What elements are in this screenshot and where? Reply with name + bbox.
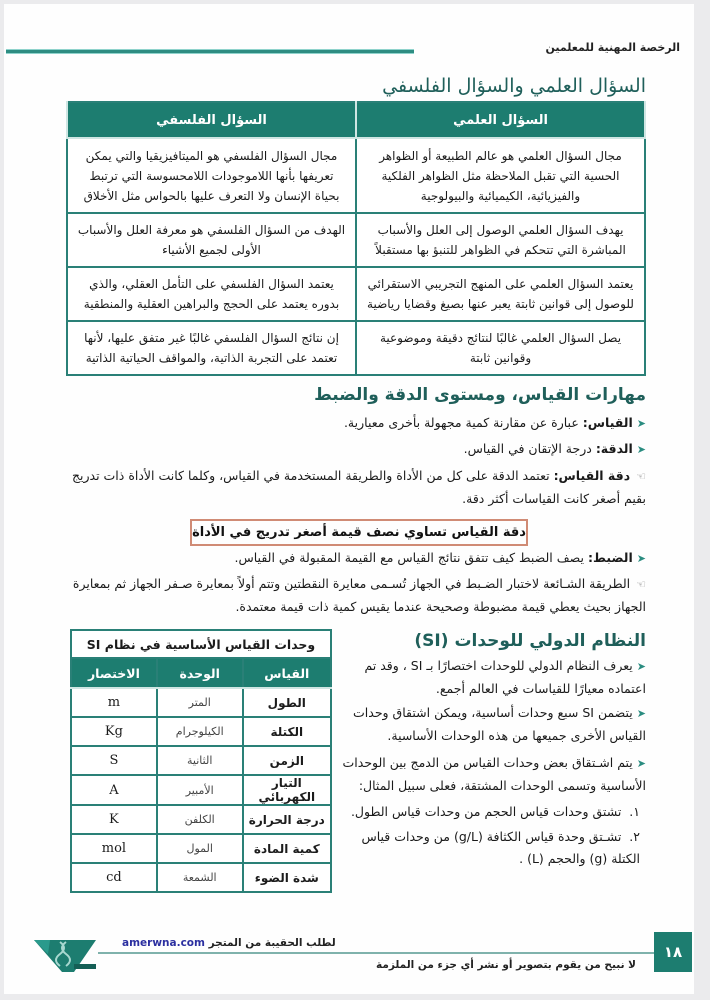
quantity: شدة الضوء — [243, 863, 331, 892]
definition: عبارة عن مقارنة كمية مجهولة بأخرى معيارية. — [343, 415, 583, 430]
bullet-arrow-icon: ➤ — [636, 707, 646, 720]
header-quantity: القياس — [243, 658, 331, 688]
header-title: الرخصة المهنية للمعلمين — [545, 41, 680, 54]
document-page — [4, 4, 696, 994]
cell-scientific: يعتمد السؤال العلمي على المنهج التجريبي الاستقرائي للوصول إلى قوانين ثابتة يعبر عنها بصيغ وقضايا رياضية — [356, 267, 645, 321]
cell-scientific: يصل السؤال العلمي غالبًا لنتائج دقيقة وموضوعية وقوانين ثابتة — [356, 321, 645, 375]
footer-rule — [98, 952, 658, 954]
definition: الطريقة الشـائعة لاختبار الضـبط في الجهاز تُسـمى معايرة النقطتين وتتم أولاً بمعايرة صـفر الجهاز ثم بمعايرة الجهاز بحيث يعطي قيمة مضبوطة وصحيحة عندما يقيس كمية ذات قيمة معتمدة. — [72, 576, 646, 614]
si-example-1 — [340, 801, 640, 823]
definition: تعتمد الدقة على كل من الأداة والطريقة المستخدمة في القياس، وكلما كانت الأداة ذات تدريج بقيم أصغر كانت القياسات أكثر دقة. — [71, 468, 646, 506]
header-philosophical-question: السؤال الفلسفي — [67, 102, 356, 138]
example-text: تشـتق وحدة قياس الكثافة (g/L) من وحدات قياس الكتلة (g) والحجم (L) . — [361, 829, 640, 866]
table-row — [71, 805, 331, 834]
table-row — [71, 863, 331, 892]
bullet-arrow-icon: ➤ — [636, 552, 646, 565]
unit: الشمعة — [157, 863, 243, 892]
bullet-arrow-icon: ➤ — [636, 417, 646, 430]
example-number: ٢. — [629, 829, 640, 844]
si-title-text: النظام الدولي للوحدات — [454, 631, 646, 651]
table-row — [67, 138, 645, 213]
si-item-derived-units — [340, 752, 646, 797]
term: الدقة: — [595, 441, 633, 456]
table-row — [71, 834, 331, 863]
symbol: A — [71, 775, 157, 805]
accuracy-formula-box: دقة القياس تساوي نصف قيمة أصغر تدريج في الأداة — [190, 519, 528, 546]
store-link[interactable]: amerwna.com — [122, 937, 205, 949]
list-item-measurement — [344, 412, 646, 435]
quantity: التيار الكهربائي — [243, 775, 331, 805]
header-scientific-question: السؤال العلمي — [356, 102, 645, 138]
cell-scientific: مجال السؤال العلمي هو عالم الطبيعة أو الظواهر الحسية التي تقبل الملاحظة مثل الظواهر الفلكية والفيزيائية، الكيميائية والبيولوجية — [356, 138, 645, 213]
comparison-table — [66, 101, 646, 376]
symbol: mol — [71, 834, 157, 863]
cell-philosophical: مجال السؤال الفلسفي هو الميتافيزيقيا والتي يمكن تعريفها بأنها اللاموجودات اللامحسوسة التي ترتبط بحياة الإنسان ولا التعرف عليها بالحواس مثل الأخلاق — [67, 138, 356, 213]
pointing-hand-icon: ☜ — [636, 578, 646, 591]
si-item-definition — [340, 655, 646, 700]
si-example-2 — [340, 826, 640, 870]
list-item-measurement-accuracy — [51, 465, 646, 510]
footer-copyright-warning: لا نبيح من يقوم بتصوير أو نشر أي جزء من الملزمة — [375, 959, 636, 971]
si-title-abbr: (SI) — [414, 631, 449, 651]
unit: الثانية — [157, 746, 243, 775]
symbol: Kg — [71, 717, 157, 746]
table-row — [71, 775, 331, 805]
si-item-text: يتم اشـتقاق بعض وحدات القياس من الدمج بين الوحدات الأساسية وتسمى الوحدات المشتقة، فعلى سبيل المثال: — [342, 755, 646, 793]
list-item-accuracy — [464, 438, 646, 461]
si-item-text: يتضمن SI سبع وحدات أساسية، ويمكن اشتقاق وحدات القياس الأخرى جميعها من هذه الوحدات الأساسية. — [353, 705, 646, 743]
example-number: ١. — [629, 804, 640, 819]
cell-philosophical: إن نتائج السؤال الفلسفي غالبًا غير متفق عليها، لأنها تعتمد على التجربة الذاتية، والمواقف الحياتية الذاتية — [67, 321, 356, 375]
section-title-si — [414, 631, 646, 651]
cell-philosophical: الهدف من السؤال الفلسفي هو معرفة العلل والأسباب الأولى لجميع الأشياء — [67, 213, 356, 267]
cell-philosophical: يعتمد السؤال الفلسفي على التأمل العقلي، والذي بدوره يعتمد على الحجج والبراهين العقلية والمنطقية — [67, 267, 356, 321]
table-row — [67, 213, 645, 267]
symbol: m — [71, 688, 157, 717]
si-header-row — [71, 658, 331, 688]
header-abbreviation: الاختصار — [71, 658, 157, 688]
quantity: كمية المادة — [243, 834, 331, 863]
definition: درجة الإتقان في القياس. — [463, 441, 596, 456]
publisher-logo-icon — [30, 936, 100, 974]
cell-scientific: يهدف السؤال العلمي الوصول إلى العلل والأسباب المباشرة التي تتحكم في الظواهر للتنبؤ بها مستقبلاً — [356, 213, 645, 267]
term: دقة القياس: — [553, 468, 631, 483]
section-title-scientific-philosophical: السؤال العلمي والسؤال الفلسفي — [382, 75, 646, 97]
quantity: الكتلة — [243, 717, 331, 746]
page-number: ١٨ — [654, 932, 692, 972]
symbol: cd — [71, 863, 157, 892]
quantity: درجة الحرارة — [243, 805, 331, 834]
si-table-caption: وحدات القياس الأساسية في نظام SI — [71, 630, 331, 658]
symbol: S — [71, 746, 157, 775]
table-row — [67, 267, 645, 321]
symbol: K — [71, 805, 157, 834]
bullet-arrow-icon: ➤ — [636, 660, 646, 673]
pointing-hand-icon: ☜ — [636, 470, 646, 483]
example-text: تشتق وحدات قياس الحجم من وحدات قياس الطول. — [350, 804, 622, 819]
si-item-text: يعرف النظام الدولي للوحدات اختصارًا بـ SI ، وقد تم اعتماده معيارًا للقياسات في العالم أجمع. — [364, 658, 646, 696]
bullet-arrow-icon: ➤ — [636, 443, 646, 456]
list-item-calibration — [46, 573, 646, 618]
unit: المول — [157, 834, 243, 863]
unit: الكلفن — [157, 805, 243, 834]
section-title-measurement-skills: مهارات القياس، ومستوى الدقة والضبط — [314, 385, 646, 405]
si-units-table — [70, 629, 332, 893]
list-item-precision — [235, 547, 647, 570]
footer-store-note — [122, 937, 336, 949]
definition: يصف الضبط كيف تتفق نتائج القياس مع القيمة المقبولة في القياس. — [234, 550, 588, 565]
table-row — [71, 688, 331, 717]
unit: الكيلوجرام — [157, 717, 243, 746]
unit: المتر — [157, 688, 243, 717]
quantity: الزمن — [243, 746, 331, 775]
header-unit: الوحدة — [157, 658, 243, 688]
quantity: الطول — [243, 688, 331, 717]
term: الضبط: — [587, 550, 633, 565]
unit: الأمبير — [157, 775, 243, 805]
table-row — [67, 321, 645, 375]
store-text: لطلب الحقيبة من المتجر — [208, 937, 336, 949]
header-rule — [6, 49, 414, 54]
table-row — [71, 746, 331, 775]
table-row — [71, 717, 331, 746]
si-item-base-units — [340, 702, 646, 747]
term: القياس: — [582, 415, 633, 430]
comparison-header-row — [67, 102, 645, 138]
bullet-arrow-icon: ➤ — [636, 757, 646, 770]
